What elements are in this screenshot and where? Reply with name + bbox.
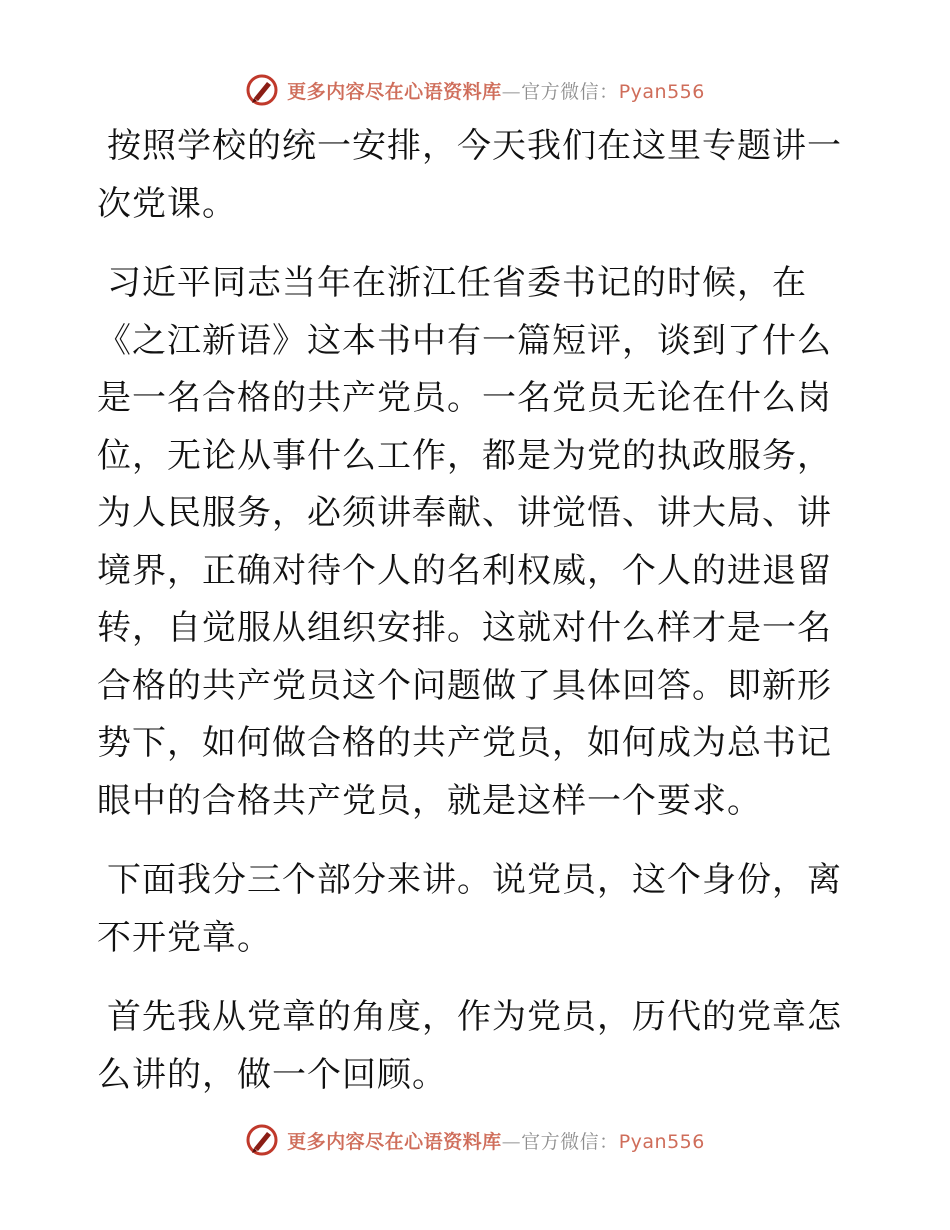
wechat-id: Pyan556: [618, 80, 705, 103]
paragraph-1: 按照学校的统一安排，今天我们在这里专题讲一次党课。: [97, 126, 842, 224]
footer-banner: [0, 1120, 950, 1160]
brand-text: 更多内容尽在心语资料库: [287, 80, 502, 103]
brand-text: 更多内容尽在心语资料库: [287, 1130, 502, 1153]
header-banner-text: [287, 77, 705, 104]
pen-seal-logo: [245, 73, 279, 107]
banner-separator: —: [501, 80, 522, 103]
header-banner: [0, 70, 950, 110]
footer-banner-text: [287, 1127, 705, 1154]
pen-seal-logo: [245, 1123, 279, 1157]
wechat-label: 官方微信：: [521, 1130, 619, 1153]
wechat-id: Pyan556: [618, 1130, 705, 1153]
banner-separator: —: [501, 1130, 522, 1153]
wechat-label: 官方微信：: [521, 80, 619, 103]
paragraph-2: 习近平同志当年在浙江任省委书记的时候，在《之江新语》这本书中有一篇短评，谈到了什么是一名合格的共产党员。一名党员无论在什么岗位，无论从事什么工作，都是为党的执政服务，为人民服务，必须讲奉献、讲觉悟、讲大局、讲境界，正确对待个人的名利权威，个人的进退留转，自觉服从组织安排。这就对什么样才是一名合格的共产党员这个问题做了具体回答。即新形势下，如何做合格的共产党员，如何成为总书记眼中的合格共产党员，就是这样一个要求。: [97, 263, 832, 821]
paragraph-4: 首先我从党章的角度，作为党员，历代的党章怎么讲的，做一个回顾。: [97, 997, 842, 1095]
paragraph-3: 下面我分三个部分来讲。说党员，这个身份，离不开党章。: [97, 860, 842, 958]
document-body: [97, 118, 852, 1126]
